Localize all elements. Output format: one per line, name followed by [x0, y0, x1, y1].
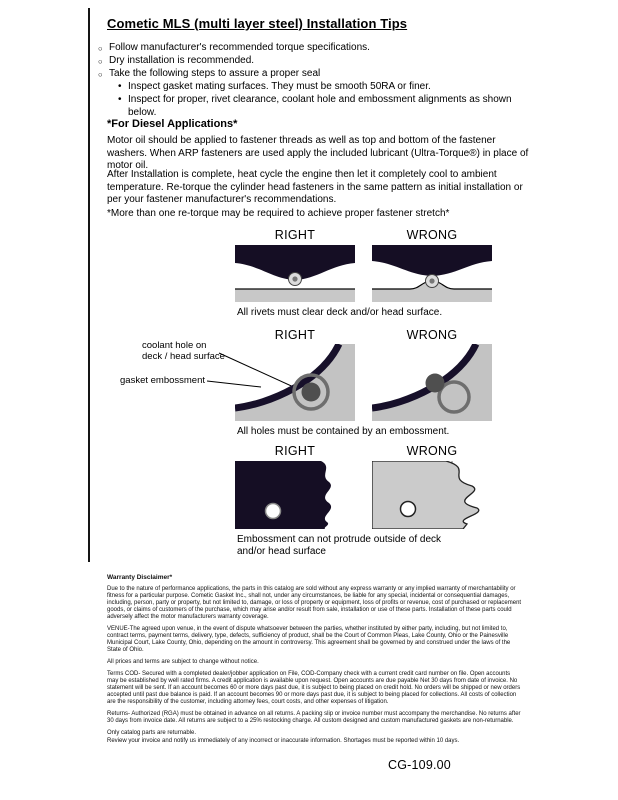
legal-paragraph: VENUE-The agreed upon venue, in the event of dispute whatsoever between the parties, whether instituted by either party, including, but not limited to, contract terms, payment terms, delivery, type, defects, sufficiency of product, shall be the Court of Common Pleas, Lake County, Ohio or the Painesville Municipal Court, Lake County, Ohio, depending on the amount in controversy. This agreement shall be governed by and construed under the laws of the State of Ohio. [107, 626, 511, 653]
rivet-diagram-wrong [372, 245, 492, 302]
embossment-diagram-wrong [372, 344, 492, 421]
protrude-diagram-right [235, 461, 355, 529]
wrong-label: WRONG [406, 328, 458, 342]
page-title: Cometic MLS (multi layer steel) Installation Tips [107, 16, 408, 31]
right-label: RIGHT [274, 228, 316, 242]
protrude-diagram-wrong [372, 461, 492, 529]
legal-paragraph: Returns- Authorized (RGA) must be obtained in advance on all returns. A packing slip or invoice number must accompany the merchandise. No returns after 30 days from invoice date. All returns are subject to a 25% restocking charge. All custom designed and custom manufactured gaskets are non-returnable. [107, 711, 521, 724]
coolant-hole-label: coolant hole on deck / head surface [142, 340, 225, 362]
tip-item: ○ Take the following steps to assure a proper seal [98, 67, 518, 80]
wrong-label: WRONG [406, 228, 458, 242]
legal-paragraph: Review your invoice and notify us immediately of any incorrect or inaccurate information. Shortages must be reported within 10 days. [107, 738, 460, 744]
legal-paragraph: Only catalog parts are returnable. [107, 730, 197, 736]
tip-item: ○ Dry installation is recommended. [98, 54, 518, 67]
embossment-diagram-right [235, 344, 355, 421]
left-border-line [88, 8, 90, 562]
legal-paragraph: Due to the nature of performance applications, the parts in this catalog are sold without any express warranty or any implied warranty of merchantability or fitness for a particular purpose. Cometic Gasket Inc., shall not, under any circumstances, be liable for any special, incidental or consequential damages, including, person, party or property, but not limited to, damage, or loss of property or equipment, loss of profits or revenue, cost of purchased or replacement goods, or claims of customers of the purchase, which may arise and/or result from sale, installation or use of these parts. Installation of these parts could adversely affect the motor manufacturers warranty coverage. [107, 586, 522, 620]
tips-list [98, 41, 518, 119]
warranty-heading: Warranty Disclaimer* [107, 574, 173, 581]
legal-paragraph: Terms COD- Secured with a completed dealer/jobber application on File, COD-Company check with a current credit card number on file. Open accounts may be established by well rated firms. A credit application is available upon request. Open accounts are due payable Net 30 days from date of invoice. No statement will be sent. If an account becomes 60 or more days past due, it is subject to being placed on credit hold. No orders will be shipped or new orders accepted until past due balance is paid. If an account becomes 90 or more days past due, it is subject to being placed for collections. All costs of collection are the responsibility of the customer, including attorney fees, court costs, and other expenses of litigation. [107, 671, 521, 705]
tip-subitem: • Inspect for proper, rivet clearance, coolant hole and embossment alignments as shown below. [117, 93, 518, 119]
diesel-paragraph-1: Motor oil should be applied to fastener threads as well as top and bottom of the fastener washers. When ARP fasteners are used apply the included lubricant (Ultra-Torque®) in place of motor oil. [107, 135, 529, 171]
retorque-note: *More than one re-torque may be required to achieve proper fastener stretch* [107, 208, 450, 219]
tip-item: ○ Follow manufacturer's recommended torque specifications. [98, 41, 518, 54]
right-label: RIGHT [274, 444, 316, 458]
gasket-embossment-label: gasket embossment [120, 375, 206, 386]
protrude-caption: Embossment can not protrude outside of deck and/or head surface [237, 534, 442, 557]
legal-section [107, 574, 523, 750]
coolant-hole [302, 383, 321, 402]
bolt-hole [401, 502, 416, 517]
tip-subitem: • Inspect gasket mating surfaces. They must be smooth 50RA or finer. [117, 80, 518, 93]
diesel-paragraph-2: After Installation is complete, heat cycle the engine then let it completely cool to ambient temperature. Re-torque the cylinder head fasteners in the same pattern as initial installation or per your fastener manufacturer's recommendations. [107, 169, 523, 205]
legal-paragraph: All prices and terms are subject to change without notice. [107, 659, 259, 665]
rivet-diagram-right [235, 245, 355, 302]
wrong-label: WRONG [406, 444, 458, 458]
rivet-caption: All rivets must clear deck and/or head surface. [237, 307, 443, 318]
bolt-hole [266, 504, 281, 519]
right-label: RIGHT [274, 328, 316, 342]
embossment-caption: All holes must be contained by an embossment. [237, 426, 450, 437]
coolant-hole [426, 374, 445, 393]
diesel-heading: *For Diesel Applications* [107, 118, 238, 130]
page-code: CG-109.00 [388, 758, 451, 772]
